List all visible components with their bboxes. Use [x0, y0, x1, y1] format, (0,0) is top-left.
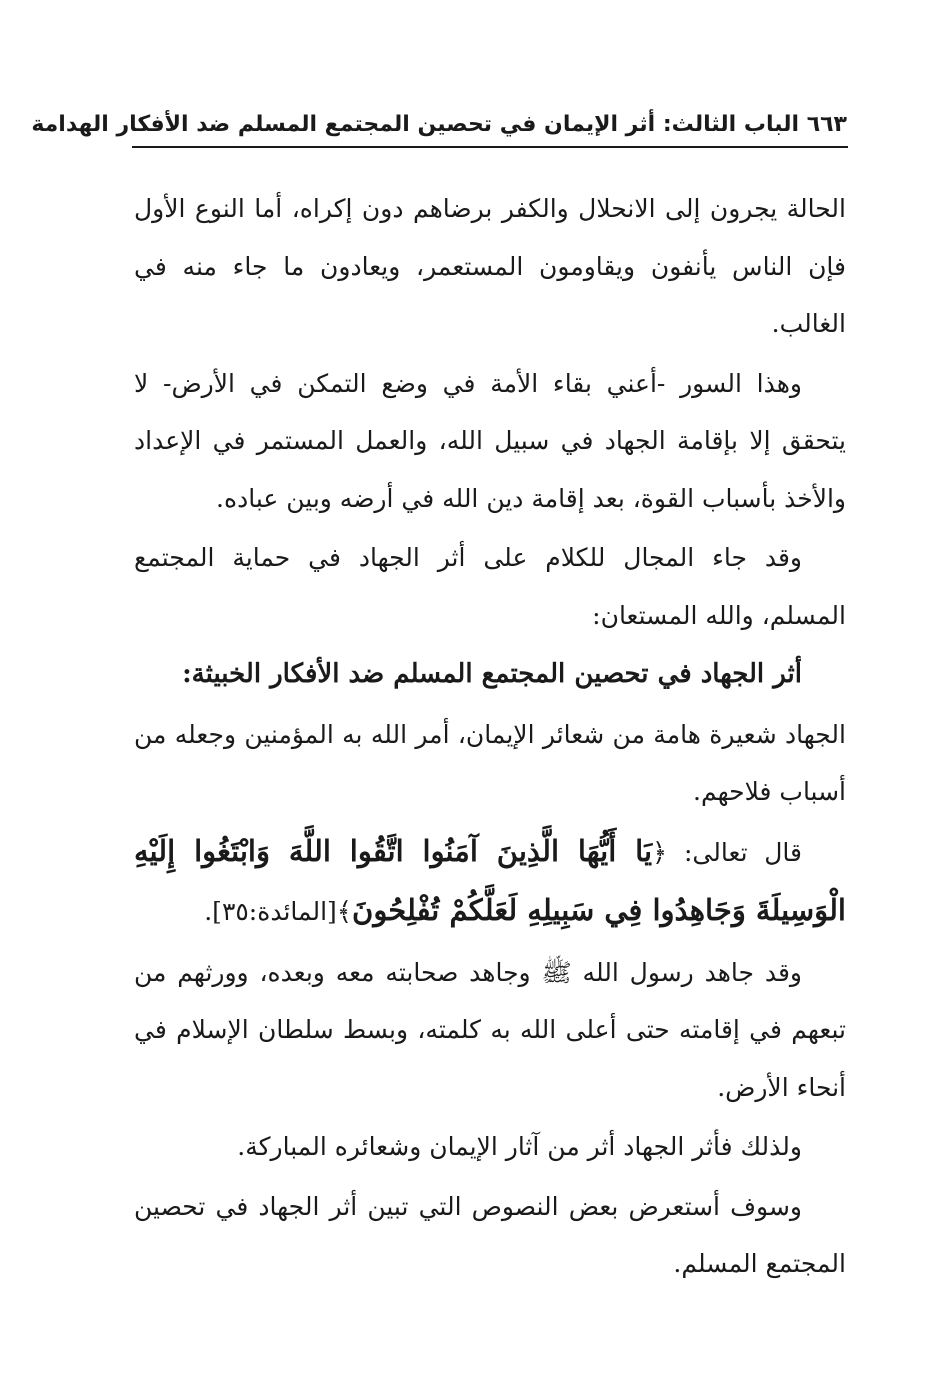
paragraph-conclusion: ولذلك فأثر الجهاد أثر من آثار الإيمان وشعائره المباركة.: [237, 1132, 802, 1161]
paragraph-continuation: الحالة يجرون إلى الانحلال والكفر برضاهم دون إكراه، أما النوع الأول فإن الناس يأنفون ويقاومون المستعمر، ويعادون ما جاء منه في الغالب.: [134, 194, 846, 338]
running-header: [31, 108, 847, 142]
verse-intro: قال تعالى:: [667, 837, 802, 867]
verse-open-bracket: ﴿: [652, 837, 668, 868]
header-rule: [132, 146, 848, 148]
chapter-title: الباب الثالث: أثر الإيمان في تحصين المجتمع المسلم ضد الأفكار الهدامة: [31, 112, 800, 137]
paragraph-prophet-jihad: وقد جاهد رسول الله ﷺ وجاهد صحابته معه وبعده، وورثهم من تبعهم في إقامته حتى أعلى الله به كلمته، وبسط سلطان الإسلام في أنحاء الأرض.: [134, 957, 846, 1102]
verse-text: يَا أَيُّهَا الَّذِينَ آمَنُوا اتَّقُوا اللَّهَ وَابْتَغُوا إِلَيْهِ الْوَسِيلَةَ وَجَاهِدُوا فِي سَبِيلِهِ لَعَلَّكُمْ تُفْلِحُونَ: [134, 833, 846, 927]
page-number: ٦٦٣: [806, 112, 847, 137]
paragraph-jihad-intro: الجهاد شعيرة هامة من شعائر الإيمان، أمر الله به المؤمنين وجعله من أسباب فلاحهم.: [134, 719, 846, 806]
verse-reference: [المائدة:٣٥].: [204, 897, 337, 926]
paragraph-wall: وهذا السور -أعني بقاء الأمة في وضع التمكن في الأرض- لا يتحقق إلا بإقامة الجهاد في سبيل الله، والعمل المستمر في الإعداد والأخذ بأسباب القوة، بعد إقامة دين الله في أرضه وبين عباده.: [134, 368, 846, 513]
paragraph-next-texts: وسوف أستعرض بعض النصوص التي تبين أثر الجهاد في تحصين المجتمع المسلم.: [134, 1191, 846, 1278]
quran-citation: [134, 823, 846, 942]
verse-close-bracket: ﴾: [336, 897, 353, 927]
page-body: [134, 180, 846, 1295]
paragraph-transition: وقد جاء المجال للكلام على أثر الجهاد في حماية المجتمع المسلم، والله المستعان:: [134, 543, 846, 630]
section-heading: أثر الجهاد في تحصين المجتمع المسلم ضد الأفكار الخبيثة:: [182, 659, 802, 689]
